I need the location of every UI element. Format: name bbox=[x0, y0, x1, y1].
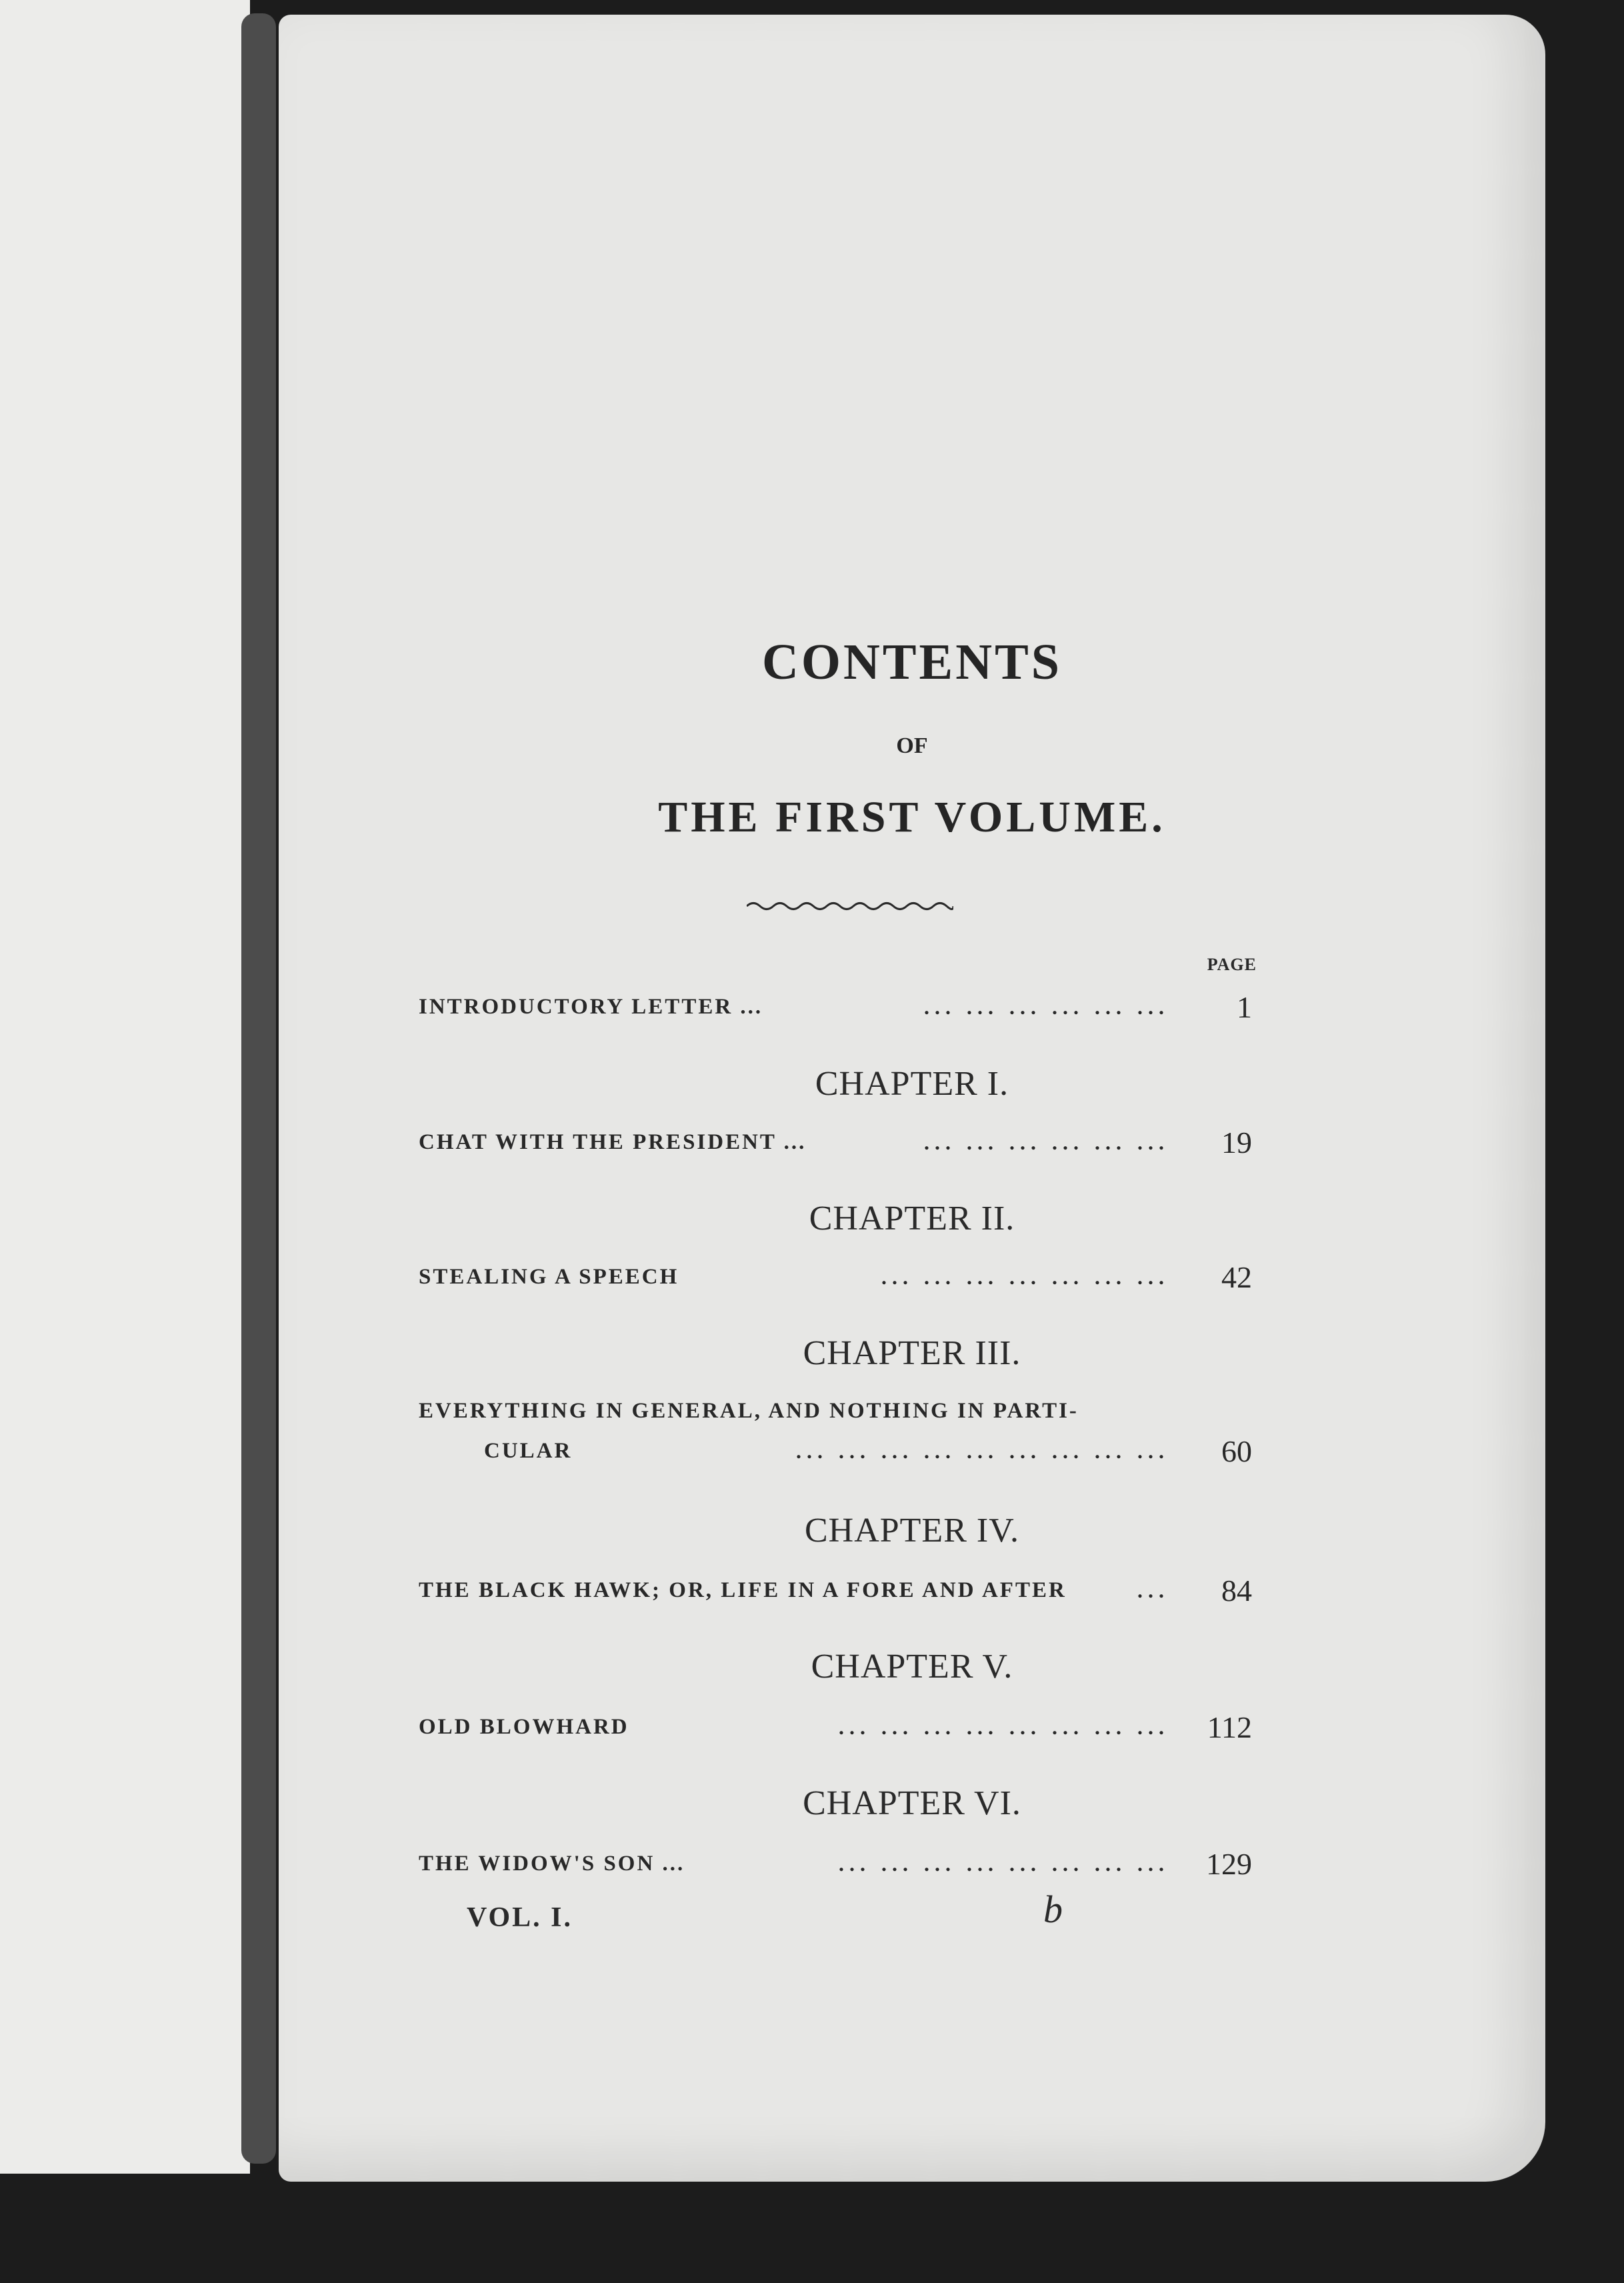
toc-entry bbox=[419, 1574, 1252, 1618]
dot-leader: ... ... ... ... ... ... bbox=[924, 1130, 1169, 1154]
toc-entry bbox=[419, 1847, 1252, 1892]
entry-page-number: 19 bbox=[1221, 1125, 1252, 1160]
entry-title: THE BLACK HAWK; OR, LIFE IN A FORE AND AFTER bbox=[419, 1578, 1067, 1602]
entry-title: CHAT WITH THE PRESIDENT ... bbox=[419, 1130, 807, 1154]
entry-title-continuation: CULAR bbox=[484, 1439, 573, 1463]
entry-title: INTRODUCTORY LETTER ... bbox=[419, 995, 763, 1019]
volume-title: THE FIRST VOLUME. bbox=[658, 793, 1166, 841]
volume-signature-line: VOL. I. bbox=[467, 1902, 573, 1933]
entry-title: OLD BLOWHARD bbox=[419, 1715, 629, 1739]
entry-title: EVERYTHING IN GENERAL, AND NOTHING IN PARTI- bbox=[419, 1399, 1079, 1423]
dot-leader: ... bbox=[1137, 1578, 1169, 1602]
dot-leader: ... ... ... ... ... ... ... ... bbox=[839, 1852, 1169, 1876]
entry-page-number: 129 bbox=[1206, 1847, 1252, 1881]
title-connector: OF bbox=[896, 733, 928, 758]
page-column-label: PAGE bbox=[1207, 955, 1257, 974]
dot-leader: ... ... ... ... ... ... ... bbox=[881, 1265, 1169, 1289]
toc-entry bbox=[419, 990, 1252, 1035]
toc-entry bbox=[419, 1399, 1252, 1479]
chapter-heading: CHAPTER I. bbox=[815, 1065, 1009, 1103]
chapter-heading: CHAPTER VI. bbox=[803, 1784, 1021, 1822]
entry-page-number: 1 bbox=[1237, 990, 1252, 1024]
chapter-heading: CHAPTER III. bbox=[803, 1334, 1021, 1372]
entry-title: THE WIDOW'S SON ... bbox=[419, 1852, 685, 1876]
entry-title: STEALING A SPEECH bbox=[419, 1265, 679, 1289]
toc-entry bbox=[419, 1125, 1252, 1170]
entry-page-number: 42 bbox=[1221, 1260, 1252, 1294]
dot-leader: ... ... ... ... ... ... ... ... ... bbox=[796, 1439, 1169, 1463]
signature-mark: b bbox=[1043, 1888, 1063, 1931]
facing-page-edge bbox=[0, 0, 250, 2174]
entry-page-number: 112 bbox=[1207, 1710, 1252, 1744]
dot-leader: ... ... ... ... ... ... bbox=[924, 995, 1169, 1019]
toc-entry bbox=[419, 1260, 1252, 1305]
chapter-heading: CHAPTER IV. bbox=[804, 1512, 1020, 1550]
toc-entry bbox=[419, 1710, 1252, 1755]
ornamental-rule bbox=[747, 899, 953, 913]
dot-leader: ... ... ... ... ... ... ... ... bbox=[839, 1715, 1169, 1739]
chapter-heading: CHAPTER V. bbox=[811, 1648, 1013, 1686]
chapter-heading: CHAPTER II. bbox=[809, 1200, 1015, 1238]
entry-page-number: 84 bbox=[1221, 1574, 1252, 1608]
book-gutter bbox=[241, 13, 276, 2164]
page-title: CONTENTS bbox=[761, 634, 1063, 690]
entry-page-number: 60 bbox=[1221, 1434, 1252, 1468]
